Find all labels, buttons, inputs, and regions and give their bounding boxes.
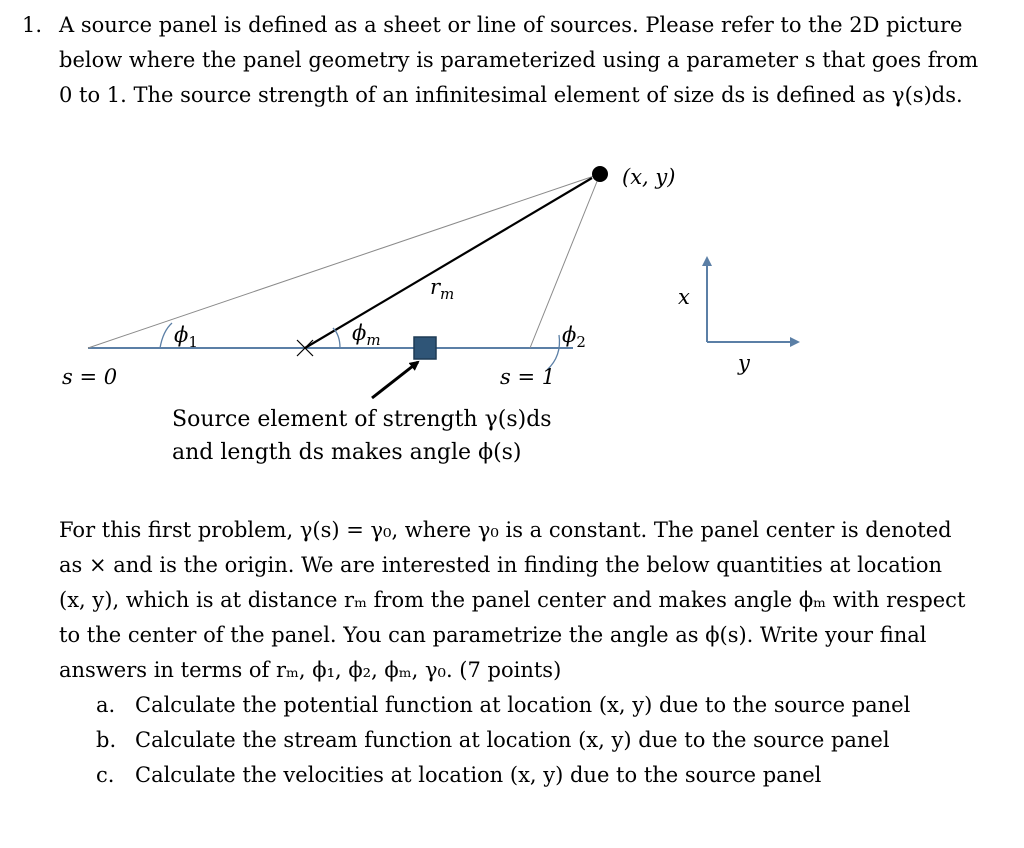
axis-y-label: y — [738, 351, 750, 375]
intro-line-1: A source panel is defined as a sheet or line of sources. Please refer to the 2D picture — [59, 13, 963, 37]
caption-line-2: and length ds makes angle ϕ(s) — [172, 440, 522, 465]
caption-line-1: Source element of strength γ(s)ds — [172, 407, 552, 432]
line-s1-to-point — [530, 174, 600, 348]
body-line-5: answers in terms of rₘ, ϕ₁, ϕ₂, ϕₘ, γ₀. (7 points) — [59, 658, 562, 682]
question-c-marker: c. — [96, 763, 115, 787]
caption-arrow — [372, 362, 418, 398]
s1-label: s = 1 — [500, 365, 556, 389]
phi2-label: $\phi_2$ — [562, 323, 586, 351]
s0-label: s = 0 — [62, 365, 118, 389]
question-a-text: Calculate the potential function at location (x, y) due to the source panel — [135, 693, 911, 717]
source-element-square — [414, 337, 436, 359]
point-xy-label: (x, y) — [622, 165, 676, 189]
intro-line-2: below where the panel geometry is parameterized using a parameter s that goes from — [59, 48, 979, 72]
body-line-2: as × and is the origin. We are interested in finding the below quantities at location — [59, 553, 943, 577]
rm-line — [305, 178, 592, 348]
rm-label: $r_m$ — [430, 275, 455, 303]
line-s0-to-point — [88, 174, 600, 348]
intro-line-3: 0 to 1. The source strength of an infinitesimal element of size ds is defined as γ(s)ds. — [59, 83, 963, 107]
question-a-marker: a. — [96, 693, 116, 717]
phi1-label: $\phi_1$ — [174, 323, 198, 351]
body-line-1: For this first problem, γ(s) = γ₀, where γ₀ is a constant. The panel center is denoted — [59, 518, 952, 542]
problem-number: 1. — [22, 13, 43, 37]
question-b-text: Calculate the stream function at location (x, y) due to the source panel — [135, 728, 890, 752]
axis-x-label: x — [678, 285, 690, 309]
body-line-4: to the center of the panel. You can parametrize the angle as ϕ(s). Write your final — [59, 623, 927, 647]
point-xy-dot — [592, 166, 608, 182]
body-line-3: (x, y), which is at distance rₘ from the panel center and makes angle ϕₘ with respect — [59, 588, 966, 612]
question-c-text: Calculate the velocities at location (x, y) due to the source panel — [135, 763, 822, 787]
phim-label: $\phi_m$ — [352, 321, 381, 349]
question-b-marker: b. — [96, 728, 117, 752]
phi1-arc — [160, 323, 172, 348]
